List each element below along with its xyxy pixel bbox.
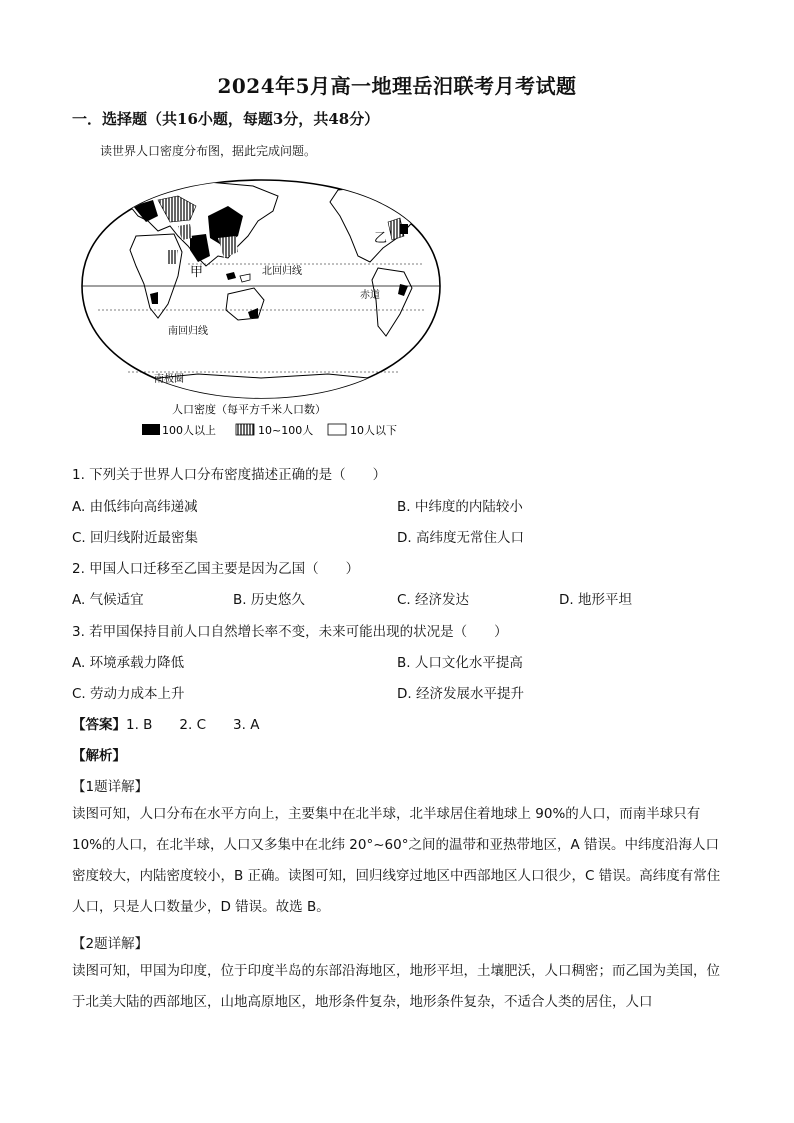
page-title: 2024年5月高一地理岳汨联考月考试题 [217,74,577,98]
label-equator: 赤道 [360,290,380,301]
legend-swatch-mid [236,424,254,435]
world-population-map [78,176,444,438]
answer-label: 【答案】 [72,717,126,733]
question-3-stem: 3. 若甲国保持目前人口自然增长率不变，未来可能出现的状况是（ ） [72,624,508,640]
question-2-option-a: A. 气候适宜 [72,592,144,608]
question-2-option-d: D. 地形平坦 [559,592,632,608]
intro-text: 读世界人口密度分布图，据此完成问题。 [100,144,317,158]
question-3-option-d: D. 经济发展水平提升 [397,686,524,702]
question-2-option-b: B. 历史悠久 [233,592,305,608]
legend-swatch-low [328,424,346,435]
question-3-option-c: C. 劳动力成本上升 [72,686,185,702]
map-figure [78,176,444,438]
legend-low: 10人以下 [350,424,397,437]
detail-1-text: 读图可知，人口分布在水平方向上，主要集中在北半球，北半球居住着地球上 90%的人口，而南半球只有 10%的人口，在北半球，人口又多集中在北纬 20°~60°之间的温带和亚热带地区，A 错误。中纬度沿海人口密度较大，内陆密度较小，B 正确。读图可知，回归线穿过地区中西部地区人口很少，C 错误。高纬度有常住人口，只是人口数量少，D 错误。故选 B。 [72,806,721,915]
analysis-label: 【解析】 [72,748,126,764]
question-1-option-c: C. 回归线附近最密集 [72,530,199,546]
detail-2-text: 读图可知，甲国为印度，位于印度半岛的东部沿海地区，地形平坦，土壤肥沃，人口稠密；而乙国为美国，位于北美大陆的西部地区，山地高原地区，地形条件复杂，地形条件复杂，不适合人类的居住，人口 [72,963,720,1010]
australia-landmass [226,288,264,320]
label-tropic-north: 北回归线 [262,266,302,277]
legend-mid: 10~100人 [258,424,314,437]
label-tropic-south: 南回归线 [168,326,208,337]
detail-1-label: 【1题详解】 [72,779,149,795]
question-3-option-b: B. 人口文化水平提高 [397,655,523,671]
question-1-stem: 1. 下列关于世界人口分布密度描述正确的是（ ） [72,467,387,483]
question-3-option-a: A. 环境承载力降低 [72,655,185,671]
question-1-option-a: A. 由低纬向高纬递减 [72,499,198,515]
section-heading: 一．选择题（共16小题，每题3分，共48分） [72,110,380,128]
label-antarctic-circle: 南极圈 [154,374,184,385]
legend-title: 人口密度（每平方千米人口数） [172,403,326,416]
detail-2-label: 【2题详解】 [72,936,149,952]
legend-swatch-high [142,424,160,435]
question-1-option-d: D. 高纬度无常住人口 [397,530,524,546]
question-2-option-c: C. 经济发达 [397,592,470,608]
question-2-stem: 2. 甲国人口迁移至乙国主要是因为乙国（ ） [72,561,360,577]
legend-high: 100人以上 [162,424,216,437]
label-jia: 甲 [190,265,204,280]
question-1-option-b: B. 中纬度的内陆较小 [397,499,523,515]
answer-text: 1. B 2. C 3. A [126,717,260,733]
answer-line [72,713,259,733]
label-yi: 乙 [374,231,388,246]
